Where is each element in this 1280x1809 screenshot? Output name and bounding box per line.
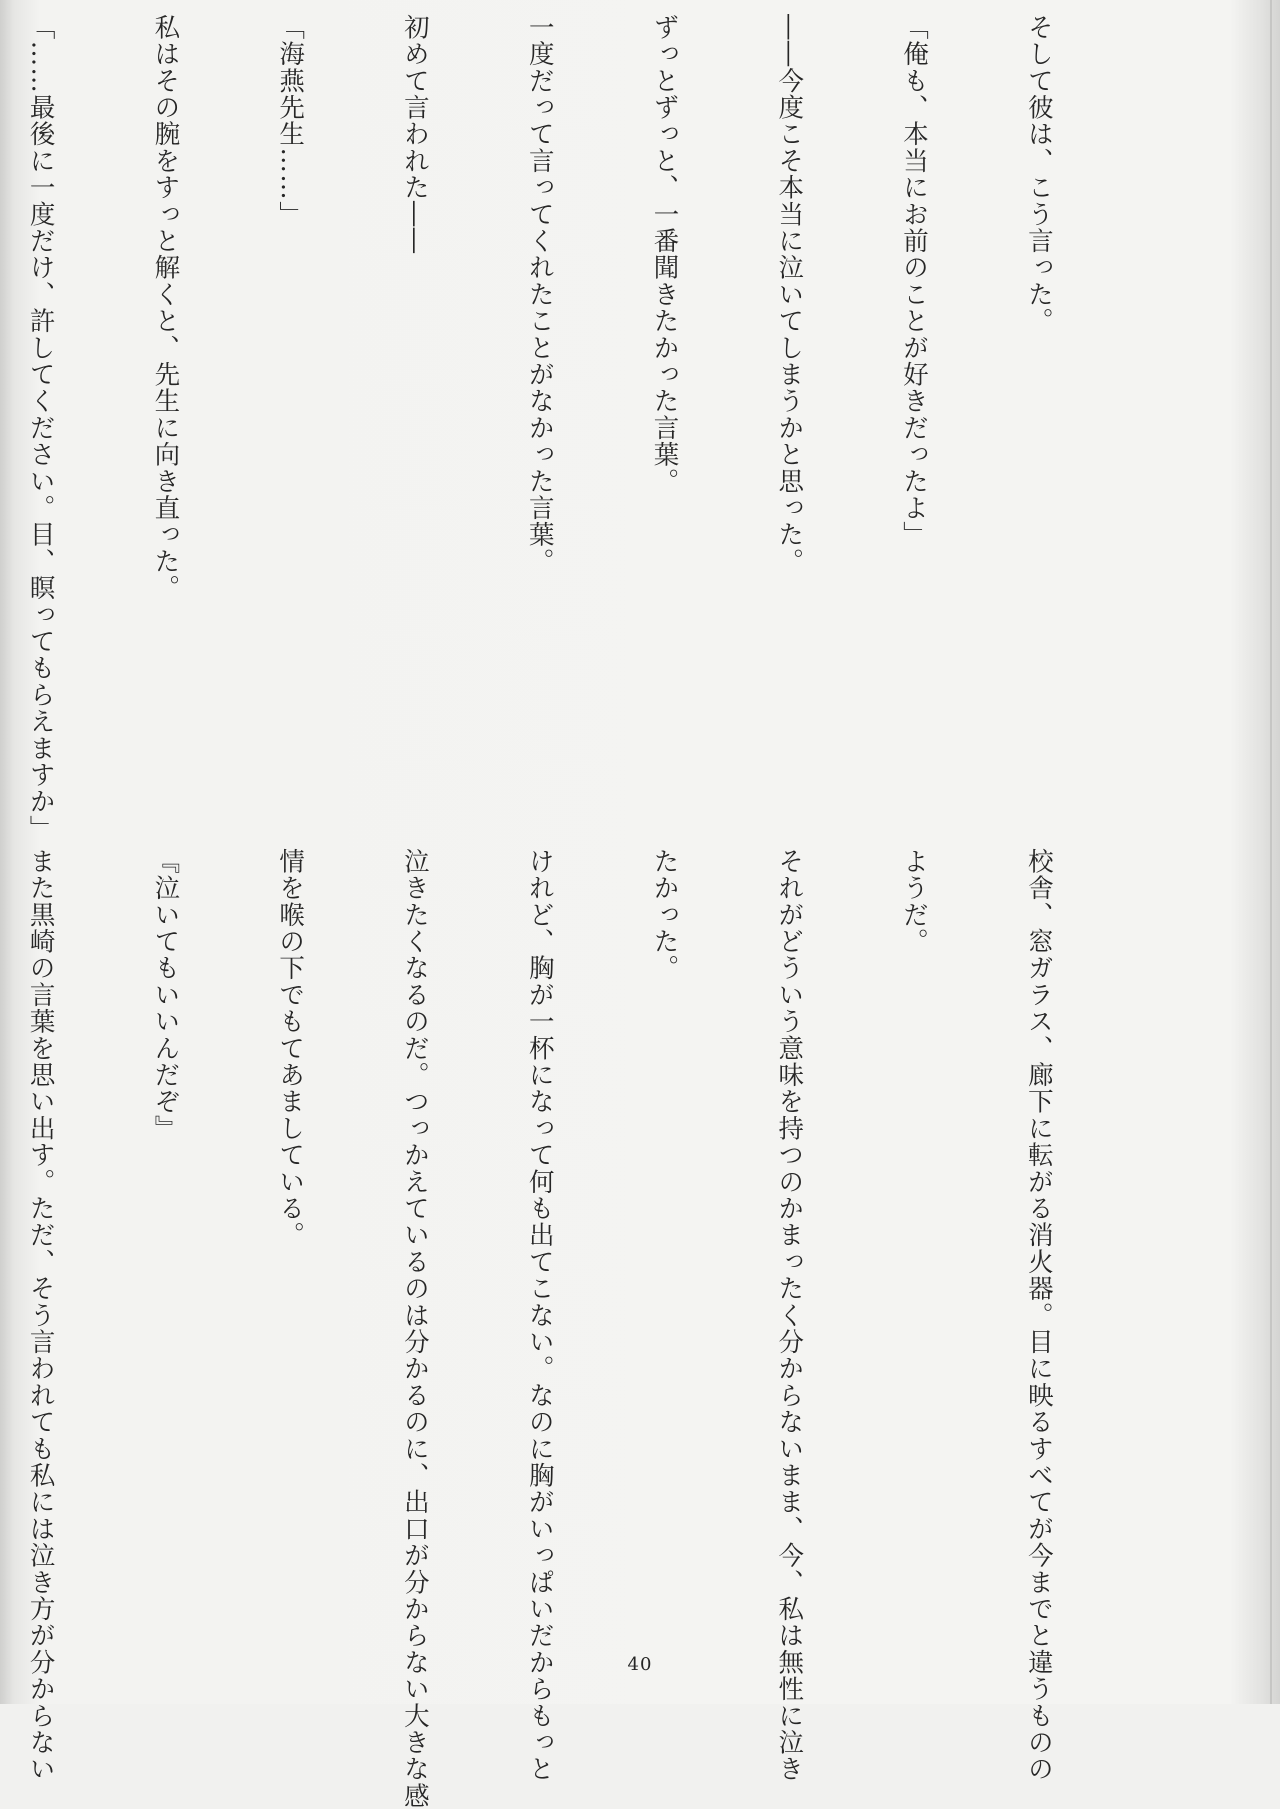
text-line: ――今度こそ本当に泣いてしまうかと思った。 (774, 14, 805, 575)
text-line: また黒崎の言葉を思い出す。ただ、そう言われても私には泣き方が分からない (25, 848, 56, 1783)
text-line: 私はその腕をすっと解くと、先生に向き直った。 (150, 14, 181, 602)
page-number: 40 (627, 1654, 653, 1675)
text-line: 情を喉の下でもてあましている。 (275, 848, 306, 1249)
text-line: ずっとずっと、一番聞きたかった言葉。 (649, 14, 680, 495)
text-line: そして彼は、こう言った。 (1023, 14, 1054, 335)
text-line: 「……最後に一度だけ、許してください。目、瞑ってもらえますか」 (25, 14, 56, 842)
text-line: それがどういう意味を持つのかまったく分からないまま、今、私は無性に泣き (774, 848, 805, 1783)
text-line: 一度だって言ってくれたことがなかった言葉。 (524, 14, 555, 575)
text-line: 泣きたくなるのだ。つっかえているのは分かるのに、出口が分からない大きな感 (399, 848, 430, 1809)
text-line: けれど、胸が一杯になって何も出てこない。なのに胸がいっぱいだからもっと (524, 848, 555, 1783)
page-edge-shadow (1270, 0, 1272, 1704)
text-line: たかった。 (649, 848, 680, 982)
text-line: 初めて言われた―― (399, 14, 430, 255)
text-line: ようだ。 (899, 848, 930, 955)
text-line: 「海燕先生……」 (275, 14, 306, 228)
text-line: 『泣いてもいいんだぞ』 (150, 848, 181, 1142)
text-line: 「俺も、本当にお前のことが好きだったよ」 (899, 14, 930, 548)
text-block-upper (25, 14, 1142, 842)
text-line: 校舎、窓ガラス、廊下に転がる消火器。目に映るすべてが今までと違うものの (1023, 848, 1054, 1783)
